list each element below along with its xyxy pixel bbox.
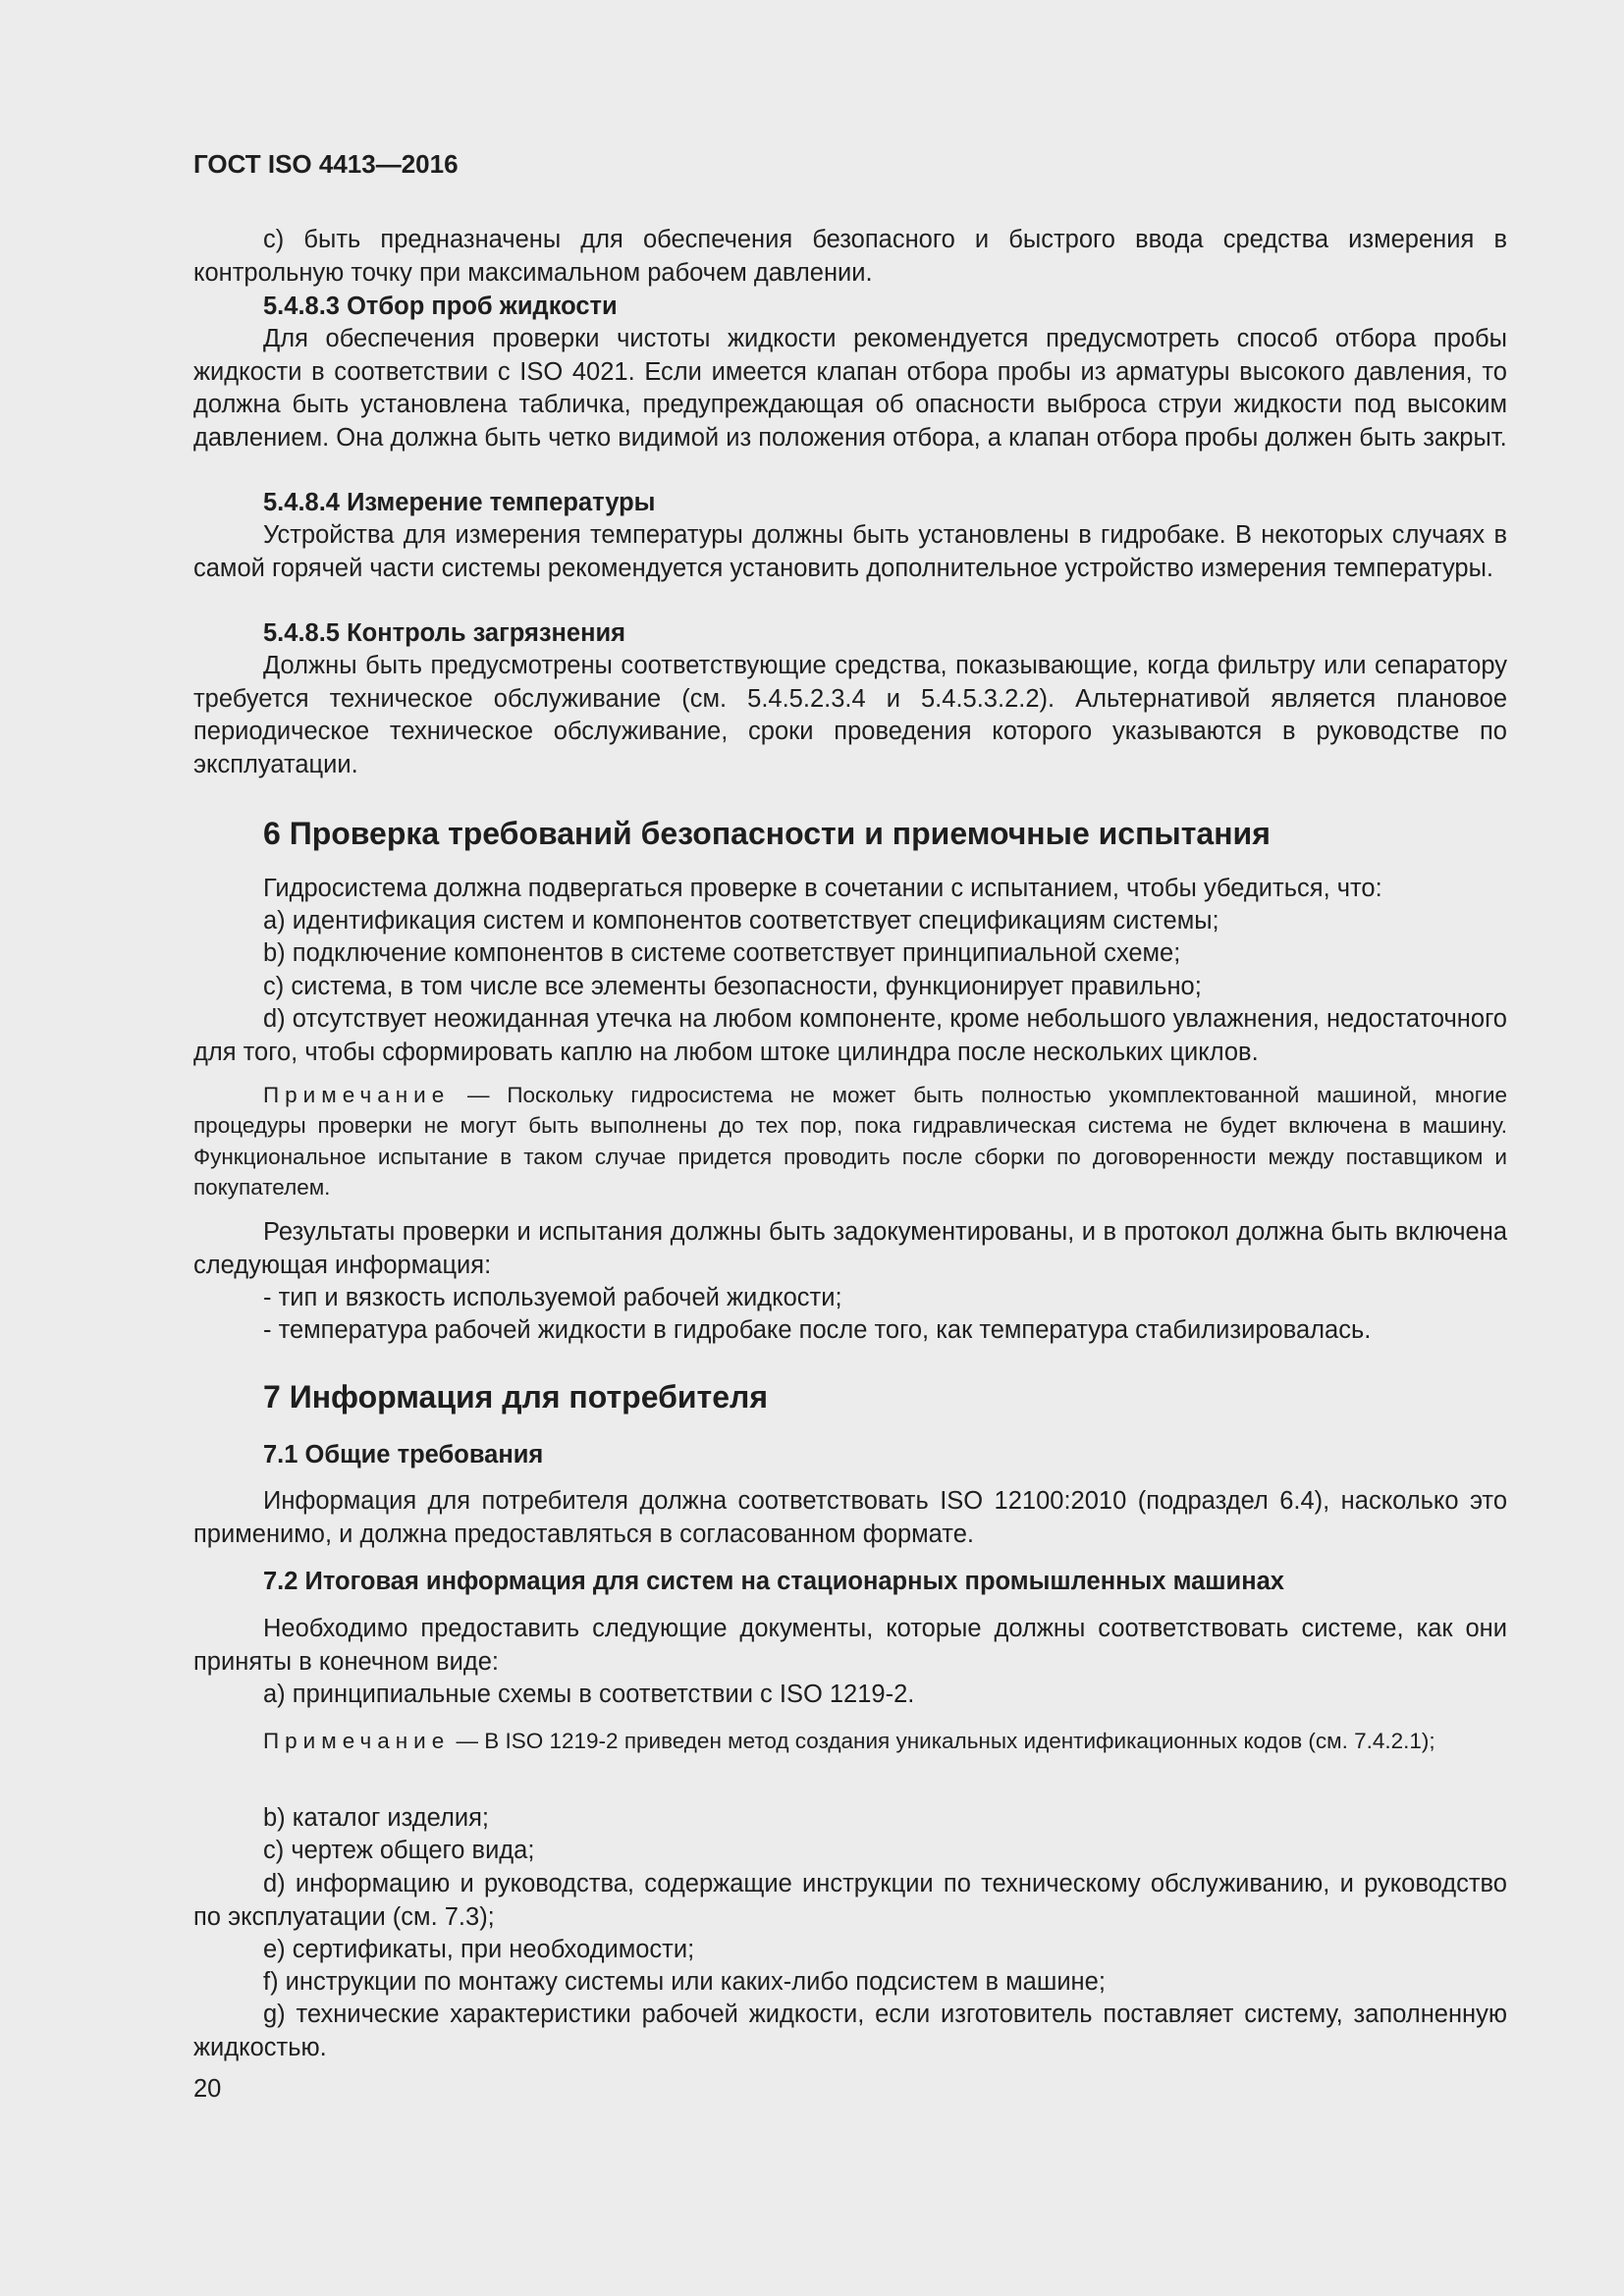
section-6-note bbox=[193, 1080, 1507, 1202]
section-7-2-item-f: f) инструкции по монтажу системы или каких-либо подсистем в машине; bbox=[263, 1968, 1106, 1996]
section-7-1-text: Информация для потребителя должна соответствовать ISO 12100:2010 (подраздел 6.4), насколько это применимо, и должна предоставляться в согласованном формате. bbox=[193, 1487, 1507, 1548]
section-7-2-item-d: d) информацию и руководства, содержащие инструкции по техническому обслуживанию, и руководство по эксплуатации (см. 7.3); bbox=[193, 1870, 1507, 1931]
section-6-dash-item-1: - тип и вязкость используемой рабочей жидкости; bbox=[263, 1284, 842, 1311]
note-label: Примечание bbox=[263, 1083, 451, 1107]
section-7-2-heading: 7.2 Итоговая информация для систем на стационарных промышленных машинах bbox=[263, 1568, 1284, 1595]
note-text: — Поскольку гидросистема не может быть полностью укомплектованной машиной, многие процедуры проверки не могут быть выполнены до тех пор, пока гидравлическая система не будет включена в машину. Функциональное испытание в таком случае придется проводить после сборки по договоренности между поставщиком и покупателем. bbox=[193, 1083, 1507, 1200]
section-7-2-intro: Необходимо предоставить следующие документы, которые должны соответствовать системе, как они приняты в конечном виде: bbox=[193, 1615, 1507, 1676]
section-7-2-item-c: c) чертеж общего вида; bbox=[263, 1837, 535, 1864]
note-label: Примечание bbox=[263, 1729, 451, 1753]
section-5-4-8-5-text: Должны быть предусмотрены соответствующие средства, показывающие, когда фильтру или сепаратору требуется техническое обслуживание (см. 5.4.5.2.3.4 и 5.4.5.3.2.2). Альтернативой является плановое периодическое техническое обслуживание, сроки проведения которого указываются в руководстве по эксплуатации. bbox=[193, 652, 1507, 778]
section-6-heading: 6 Проверка требований безопасности и приемочные испытания bbox=[263, 816, 1271, 851]
section-6-item-d: d) отсутствует неожиданная утечка на любом компоненте, кроме небольшого увлажнения, недостаточного для того, чтобы сформировать каплю на любом штоке цилиндра после нескольких циклов. bbox=[193, 1005, 1507, 1066]
section-5-4-8-5-heading: 5.4.8.5 Контроль загрязнения bbox=[263, 619, 626, 647]
section-7-2-item-g: g) технические характеристики рабочей жидкости, если изготовитель поставляет систему, заполненную жидкостью. bbox=[193, 2001, 1507, 2061]
note-text: — В ISO 1219-2 приведен метод создания уникальных идентификационных кодов (см. 7.4.2.1); bbox=[450, 1729, 1435, 1753]
section-6-results: Результаты проверки и испытания должны быть задокументированы, и в протокол должна быть включена следующая информация: bbox=[193, 1218, 1507, 1279]
section-6-item-a: a) идентификация систем и компонентов соответствует спецификациям системы; bbox=[263, 907, 1219, 934]
section-7-2-item-e: e) сертификаты, при необходимости; bbox=[263, 1936, 695, 1963]
section-7-heading: 7 Информация для потребителя bbox=[263, 1379, 768, 1415]
section-7-2-note bbox=[193, 1726, 1507, 1756]
section-6-intro: Гидросистема должна подвергаться проверке в сочетании с испытанием, чтобы убедиться, что: bbox=[263, 875, 1382, 902]
section-7-2-item-b: b) каталог изделия; bbox=[263, 1804, 490, 1832]
section-5-4-8-3-text: Для обеспечения проверки чистоты жидкости рекомендуется предусмотреть способ отбора пробы жидкости в соответствии с ISO 4021. Если имеется клапан отбора пробы из арматуры высокого давления, то должна быть установлена табличка, предупреждающая об опасности выброса струи жидкости под высоким давлением. Она должна быть четко видимой из положения отбора, а клапан отбора пробы должен быть закрыт. bbox=[193, 325, 1507, 452]
document-header: ГОСТ ISO 4413—2016 bbox=[193, 149, 459, 179]
section-7-2-item-a: a) принципиальные схемы в соответствии с ISO 1219-2. bbox=[263, 1681, 915, 1708]
section-6-item-c: c) система, в том числе все элементы безопасности, функционирует правильно; bbox=[263, 973, 1202, 1000]
section-5-4-8-4-text: Устройства для измерения температуры должны быть установлены в гидробаке. В некоторых случаях в самой горячей части системы рекомендуется установить дополнительное устройство измерения температуры. bbox=[193, 521, 1507, 582]
section-6-dash-item-2: - температура рабочей жидкости в гидробаке после того, как температура стабилизировалась. bbox=[263, 1316, 1372, 1344]
section-5-4-8-3-heading: 5.4.8.3 Отбор проб жидкости bbox=[263, 293, 618, 320]
section-5-4-8-4-heading: 5.4.8.4 Измерение температуры bbox=[263, 489, 656, 516]
section-7-1-heading: 7.1 Общие требования bbox=[263, 1441, 544, 1468]
paragraph-item-c: c) быть предназначены для обеспечения безопасного и быстрого ввода средства измерения в контрольную точку при максимальном рабочем давлении. bbox=[193, 226, 1507, 287]
page-number: 20 bbox=[193, 2075, 222, 2103]
section-6-item-b: b) подключение компонентов в системе соответствует принципиальной схеме; bbox=[263, 939, 1181, 967]
